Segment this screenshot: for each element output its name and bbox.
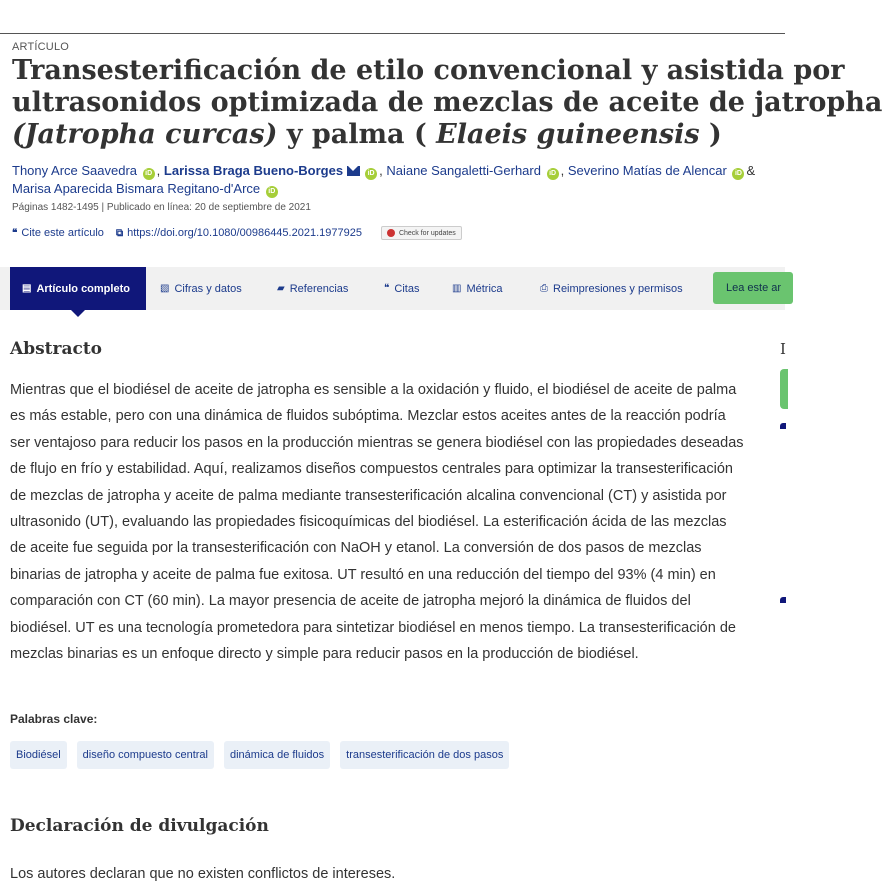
- orcid-icon[interactable]: iD: [266, 186, 278, 198]
- tab-metrics[interactable]: [452, 267, 503, 310]
- orcid-icon[interactable]: iD: [143, 168, 155, 180]
- book-icon: ▰: [277, 283, 285, 294]
- keyword-list: [10, 741, 519, 769]
- sidebar-marker: [780, 597, 786, 603]
- orcid-icon[interactable]: iD: [732, 168, 744, 180]
- article-type-label: ARTÍCULO: [12, 41, 70, 53]
- cite-article-link[interactable]: [12, 227, 104, 239]
- abstract-text: Mientras que el biodiésel de aceite de jatropha es sensible a la oxidación y fluido, el biodiésel de aceite de palma es más estable, pero con una dinámica de fluidos subóptima. Mezclar estos aceites antes de la reacción podría ser ventajoso para reducir los pasos en la producción mientras se genera biodiésel con las propiedades deseadas de flujo en frío y estabilidad. Aquí, realizamos diseños compuestos centrales para optimizar la transesterificación de mezclas de jatropha y aceite de palma mediante transesterificación alcalina convencional (CT) y asistida por ultrasonido (UT), evaluando las propiedades fisicoquímicas del biodiésel. La esterificación ácida de las mezclas de aceite fue seguida por la transesterificación con NaOH y etanol. La conversión de dos pasos de mezclas binarias de jatropha y aceite de palma fue exitosa. UT resultó en una reducción del tiempo del 93% (4 min) en comparación con CT (60 min). La mayor presencia de aceite de jatropha mejoró la dinámica de fluidos del biodiésel. UT es una tecnología prometedora para sintetizar biodiésel en menos tiempo. La transesterificación de mezclas binarias es un enfoque directo y simple para reducir pasos en la producción de biodiésel.: [10, 382, 744, 663]
- orcid-icon[interactable]: iD: [365, 168, 377, 180]
- tab-figures-data[interactable]: [160, 267, 242, 310]
- disclosure-heading: Declaración de divulgación: [10, 816, 269, 836]
- author-separator: ,: [379, 163, 383, 178]
- bar-chart-icon: ▥: [452, 283, 462, 294]
- tab-label: Métrica: [466, 282, 503, 295]
- print-icon: ⎙: [540, 283, 548, 294]
- author-ampersand: &: [746, 163, 756, 178]
- check-updates-label: Check for updates: [398, 229, 456, 237]
- tab-citations[interactable]: [384, 267, 419, 310]
- quote-icon: ❝: [384, 283, 390, 294]
- author-list: [12, 162, 787, 198]
- article-tab-bar: [0, 267, 785, 310]
- article-links: [12, 226, 462, 240]
- cite-label: Cite este artículo: [21, 227, 104, 239]
- doi-link[interactable]: [116, 227, 362, 239]
- tab-label: Referencias: [289, 282, 349, 295]
- image-icon: ▧: [160, 283, 170, 294]
- keyword-chip[interactable]: transesterificación de dos pasos: [340, 741, 509, 769]
- keyword-chip[interactable]: Biodiésel: [10, 741, 67, 769]
- external-link-icon: ⧉: [115, 227, 124, 239]
- tab-label: Cifras y datos: [174, 282, 242, 295]
- quote-icon: ❝: [12, 227, 18, 239]
- article-title: [12, 55, 882, 151]
- tab-label: Citas: [394, 282, 420, 295]
- sidebar-marker: [780, 423, 786, 429]
- tab-label: Reimpresiones y permisos: [553, 282, 683, 295]
- title-line-1: Transesterificación de etilo convencional y asistida por: [12, 55, 845, 86]
- check-for-updates-button[interactable]: [381, 226, 462, 240]
- sidebar-heading-partial: I: [780, 340, 786, 358]
- author-link-1[interactable]: Thony Arce Saavedra: [12, 163, 138, 178]
- author-link-5[interactable]: Marisa Aparecida Bismara Regitano-d'Arce: [12, 181, 261, 196]
- title-species-2: Elaeis guineensis: [436, 119, 700, 150]
- title-mid: y palma (: [286, 119, 427, 150]
- author-separator: ,: [560, 163, 565, 178]
- read-article-button[interactable]: Lea este ar: [713, 272, 793, 304]
- tab-reprints-permissions[interactable]: [540, 267, 683, 310]
- abstract-heading: Abstracto: [10, 339, 103, 359]
- title-species-1: (Jatropha curcas): [12, 119, 278, 150]
- document-icon: ▤: [22, 283, 32, 294]
- tab-label: Artículo completo: [36, 282, 130, 295]
- tab-full-article[interactable]: [10, 267, 146, 310]
- author-link-2[interactable]: Larissa Braga Bueno-Borges: [163, 163, 344, 178]
- author-link-3[interactable]: Naiane Sangaletti-Gerhard: [386, 163, 541, 178]
- orcid-icon[interactable]: iD: [547, 168, 559, 180]
- tab-references[interactable]: [277, 267, 348, 310]
- sidebar-green-button[interactable]: [780, 369, 788, 409]
- envelope-icon[interactable]: [347, 166, 360, 176]
- disclosure-text: Los autores declaran que no existen conflictos de intereses.: [10, 866, 396, 882]
- keywords-label: Palabras clave:: [10, 712, 98, 726]
- crossmark-icon: [387, 229, 395, 237]
- author-separator: ,: [156, 163, 161, 178]
- title-line-3: [12, 119, 802, 151]
- top-divider: [0, 33, 785, 34]
- author-link-4[interactable]: Severino Matías de Alencar: [567, 163, 727, 178]
- publication-meta: Páginas 1482-1495 | Publicado en línea: 20 de septiembre de 2021: [12, 202, 311, 213]
- doi-text: https://doi.org/10.1080/00986445.2021.1977925: [127, 227, 362, 239]
- keyword-chip[interactable]: dinámica de fluidos: [224, 741, 330, 769]
- title-line-2: ultrasonidos optimizada de mezclas de aceite de jatropha: [12, 87, 882, 118]
- title-end: ): [708, 119, 722, 150]
- keyword-chip[interactable]: diseño compuesto central: [77, 741, 214, 769]
